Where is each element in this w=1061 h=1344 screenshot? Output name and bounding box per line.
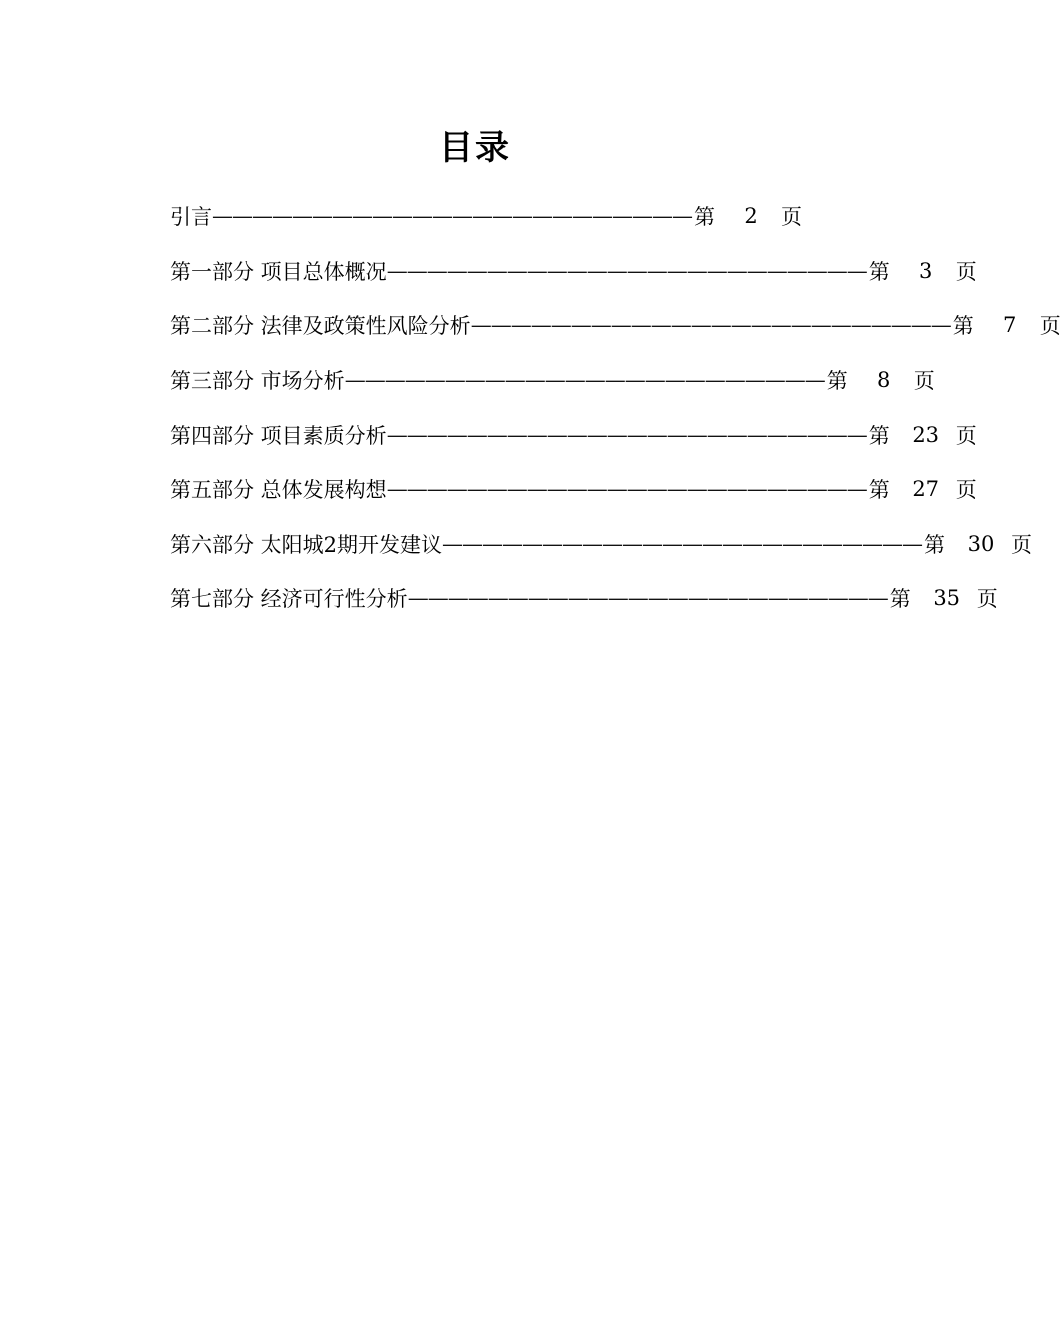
toc-entry-title: 引言 bbox=[170, 205, 212, 230]
toc-page-prefix: 第 bbox=[694, 205, 715, 230]
toc-page-number: 3 bbox=[919, 258, 933, 283]
toc-page-prefix: 第 bbox=[952, 314, 974, 339]
toc-page-prefix: 第 bbox=[924, 532, 946, 557]
table-of-contents bbox=[170, 189, 1061, 626]
toc-entry-title: 第二部分 法律及政策性风险分析 bbox=[170, 314, 471, 339]
toc-entry-part-1[interactable] bbox=[170, 244, 977, 299]
toc-page-suffix: 页 bbox=[955, 259, 977, 284]
toc-entry-intro[interactable] bbox=[170, 189, 802, 244]
toc-page-suffix: 页 bbox=[955, 478, 977, 503]
toc-entry-title: 第四部分 项目素质分析 bbox=[170, 423, 387, 448]
toc-entry-part-7[interactable] bbox=[170, 571, 998, 626]
toc-page-suffix: 页 bbox=[955, 423, 977, 448]
toc-entry-title: 第三部分 市场分析 bbox=[170, 369, 345, 394]
toc-leader-dashes: ———————————————————————— bbox=[212, 204, 692, 229]
toc-entry-part-6[interactable] bbox=[170, 517, 1033, 572]
toc-page-number: 30 bbox=[967, 531, 995, 556]
toc-entry-title: 第一部分 项目总体概况 bbox=[170, 259, 387, 284]
toc-entry-part-4[interactable] bbox=[170, 407, 977, 462]
toc-leader-dashes: ———————————————————————— bbox=[407, 586, 888, 611]
toc-page-suffix: 页 bbox=[781, 205, 802, 230]
toc-leader-dashes: ———————————————————————— bbox=[470, 313, 951, 338]
toc-page-prefix: 第 bbox=[889, 587, 911, 612]
toc-leader-dashes: ———————————————————————— bbox=[386, 477, 867, 502]
toc-entry-part-3[interactable] bbox=[170, 353, 935, 408]
toc-leader-dashes: ———————————————————————— bbox=[442, 531, 923, 556]
toc-page-number: 7 bbox=[1003, 313, 1017, 338]
toc-entry-part-5[interactable] bbox=[170, 462, 977, 517]
toc-entry-part-2[interactable] bbox=[170, 298, 1061, 353]
toc-leader-dashes: ———————————————————————— bbox=[386, 258, 867, 283]
toc-page-number: 2 bbox=[744, 204, 758, 229]
toc-page-prefix: 第 bbox=[826, 369, 848, 394]
toc-page-prefix: 第 bbox=[868, 478, 890, 503]
toc-page-number: 27 bbox=[912, 477, 940, 502]
toc-leader-dashes: ———————————————————————— bbox=[344, 368, 825, 393]
toc-entry-title: 第六部分 太阳城2期开发建议 bbox=[170, 532, 443, 557]
toc-entry-title: 第五部分 总体发展构想 bbox=[170, 478, 387, 503]
toc-page-suffix: 页 bbox=[976, 587, 998, 612]
toc-page-prefix: 第 bbox=[868, 259, 890, 284]
toc-page-number: 35 bbox=[933, 586, 961, 611]
toc-entry-title: 第七部分 经济可行性分析 bbox=[170, 587, 408, 612]
toc-leader-dashes: ———————————————————————— bbox=[386, 422, 867, 447]
toc-page-suffix: 页 bbox=[913, 369, 935, 394]
toc-page-number: 23 bbox=[912, 422, 940, 447]
toc-page-suffix: 页 bbox=[1039, 314, 1061, 339]
toc-page-prefix: 第 bbox=[868, 423, 890, 448]
toc-page-number: 8 bbox=[877, 368, 891, 393]
page-title: 目录 bbox=[439, 128, 511, 168]
toc-page-suffix: 页 bbox=[1011, 532, 1033, 557]
